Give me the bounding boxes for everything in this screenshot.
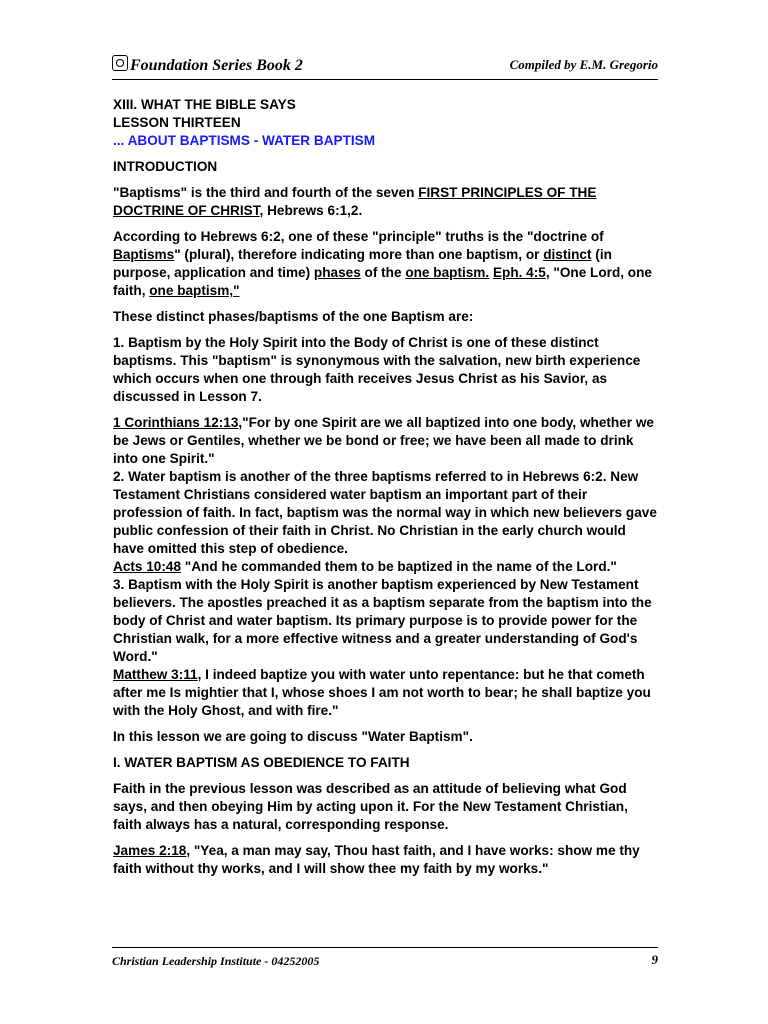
- scripture-james: James 2:18, "Yea, a man may say, Thou hast faith, and I have works: show me thy faith without thy works, and I will show thee my faith by my works.": [113, 843, 640, 876]
- title-line-1: XIII. WHAT THE BIBLE SAYS: [113, 97, 296, 112]
- paragraph-6: 2. Water baptism is another of the three baptisms referred to in Hebrews 6:2. New Testament Christians considered water baptism an important part of their profession of faith. In fact, baptism was the normal way in which new believers gave public confession of their faith in Christ. No Christian in the early church would have omitted this step of obedience.: [113, 469, 657, 556]
- scripture-ref: James 2:18: [113, 843, 187, 858]
- series-title: Foundation Series Book 2: [130, 57, 303, 74]
- paragraph-1: "Baptisms" is the third and fourth of the seven FIRST PRINCIPLES OF THE DOCTRINE OF CHRIST, Hebrews 6:1,2.: [113, 185, 597, 218]
- title-line-2: LESSON THIRTEEN: [113, 115, 241, 130]
- footer-institute: Christian Leadership Institute - 04252005: [112, 954, 320, 968]
- section-1-heading: I. WATER BAPTISM AS OBEDIENCE TO FAITH: [113, 755, 410, 770]
- paragraph-4: 1. Baptism by the Holy Spirit into the Body of Christ is one of these distinct baptisms. This "baptism" is synonymous with the salvation, new birth experience which occurs when one through faith receives Jesus Christ as his Savior, as discussed in Lesson 7.: [113, 335, 641, 404]
- book-logo-icon: [112, 55, 128, 71]
- paragraph-11: Faith in the previous lesson was described as an attitude of believing what God says, and then obeying Him by acting upon it. For the New Testament Christian, faith always has a natural, corresponding response.: [113, 781, 628, 832]
- scripture-ref: 1 Corinthians 12:13: [113, 415, 239, 430]
- compiler-credit: Compiled by E.M. Gregorio: [509, 57, 658, 72]
- page-header: [112, 55, 658, 80]
- paragraph-2: According to Hebrews 6:2, one of these "principle" truths is the "doctrine of Baptisms" (plural), therefore indicating more than one baptism, or distinct (in purpose, application and time) phases of the one baptism. Eph. 4:5, "One Lord, one faith, one baptism,": [113, 229, 652, 298]
- paragraph-3: These distinct phases/baptisms of the one Baptism are:: [113, 309, 474, 324]
- scripture-1-corinthians: 1 Corinthians 12:13,"For by one Spirit are we all baptized into one body, whether we be Jews or Gentiles, whether we be bond or free; we have been all made to drink into one Spirit.": [113, 415, 654, 466]
- page-number: 9: [651, 952, 658, 967]
- scripture-acts: Acts 10:48 "And he commanded them to be baptized in the name of the Lord.": [113, 559, 617, 574]
- document-body: [113, 96, 659, 878]
- intro-heading: INTRODUCTION: [113, 159, 218, 174]
- title-line-3: ... ABOUT BAPTISMS - WATER BAPTISM: [113, 133, 376, 148]
- scripture-ref: Matthew 3:11: [113, 667, 198, 682]
- page-footer: [112, 947, 658, 969]
- scripture-ref: Acts 10:48: [113, 559, 182, 574]
- scripture-matthew: Matthew 3:11, I indeed baptize you with water unto repentance: but he that cometh after me Is mightier that I, whose shoes I am not worth to bear; he shall baptize you with the Holy Ghost, and with fire.": [113, 667, 651, 718]
- paragraph-10: In this lesson we are going to discuss "Water Baptism".: [113, 729, 473, 744]
- paragraph-8: 3. Baptism with the Holy Spirit is another baptism experienced by New Testament believers. The apostles preached it as a baptism separate from the baptism into the body of Christ and water baptism. Its primary purpose is to provide power for the Christian walk, for a more effective witness and a greater understanding of God's Word.": [113, 577, 652, 664]
- header-left: [112, 55, 303, 75]
